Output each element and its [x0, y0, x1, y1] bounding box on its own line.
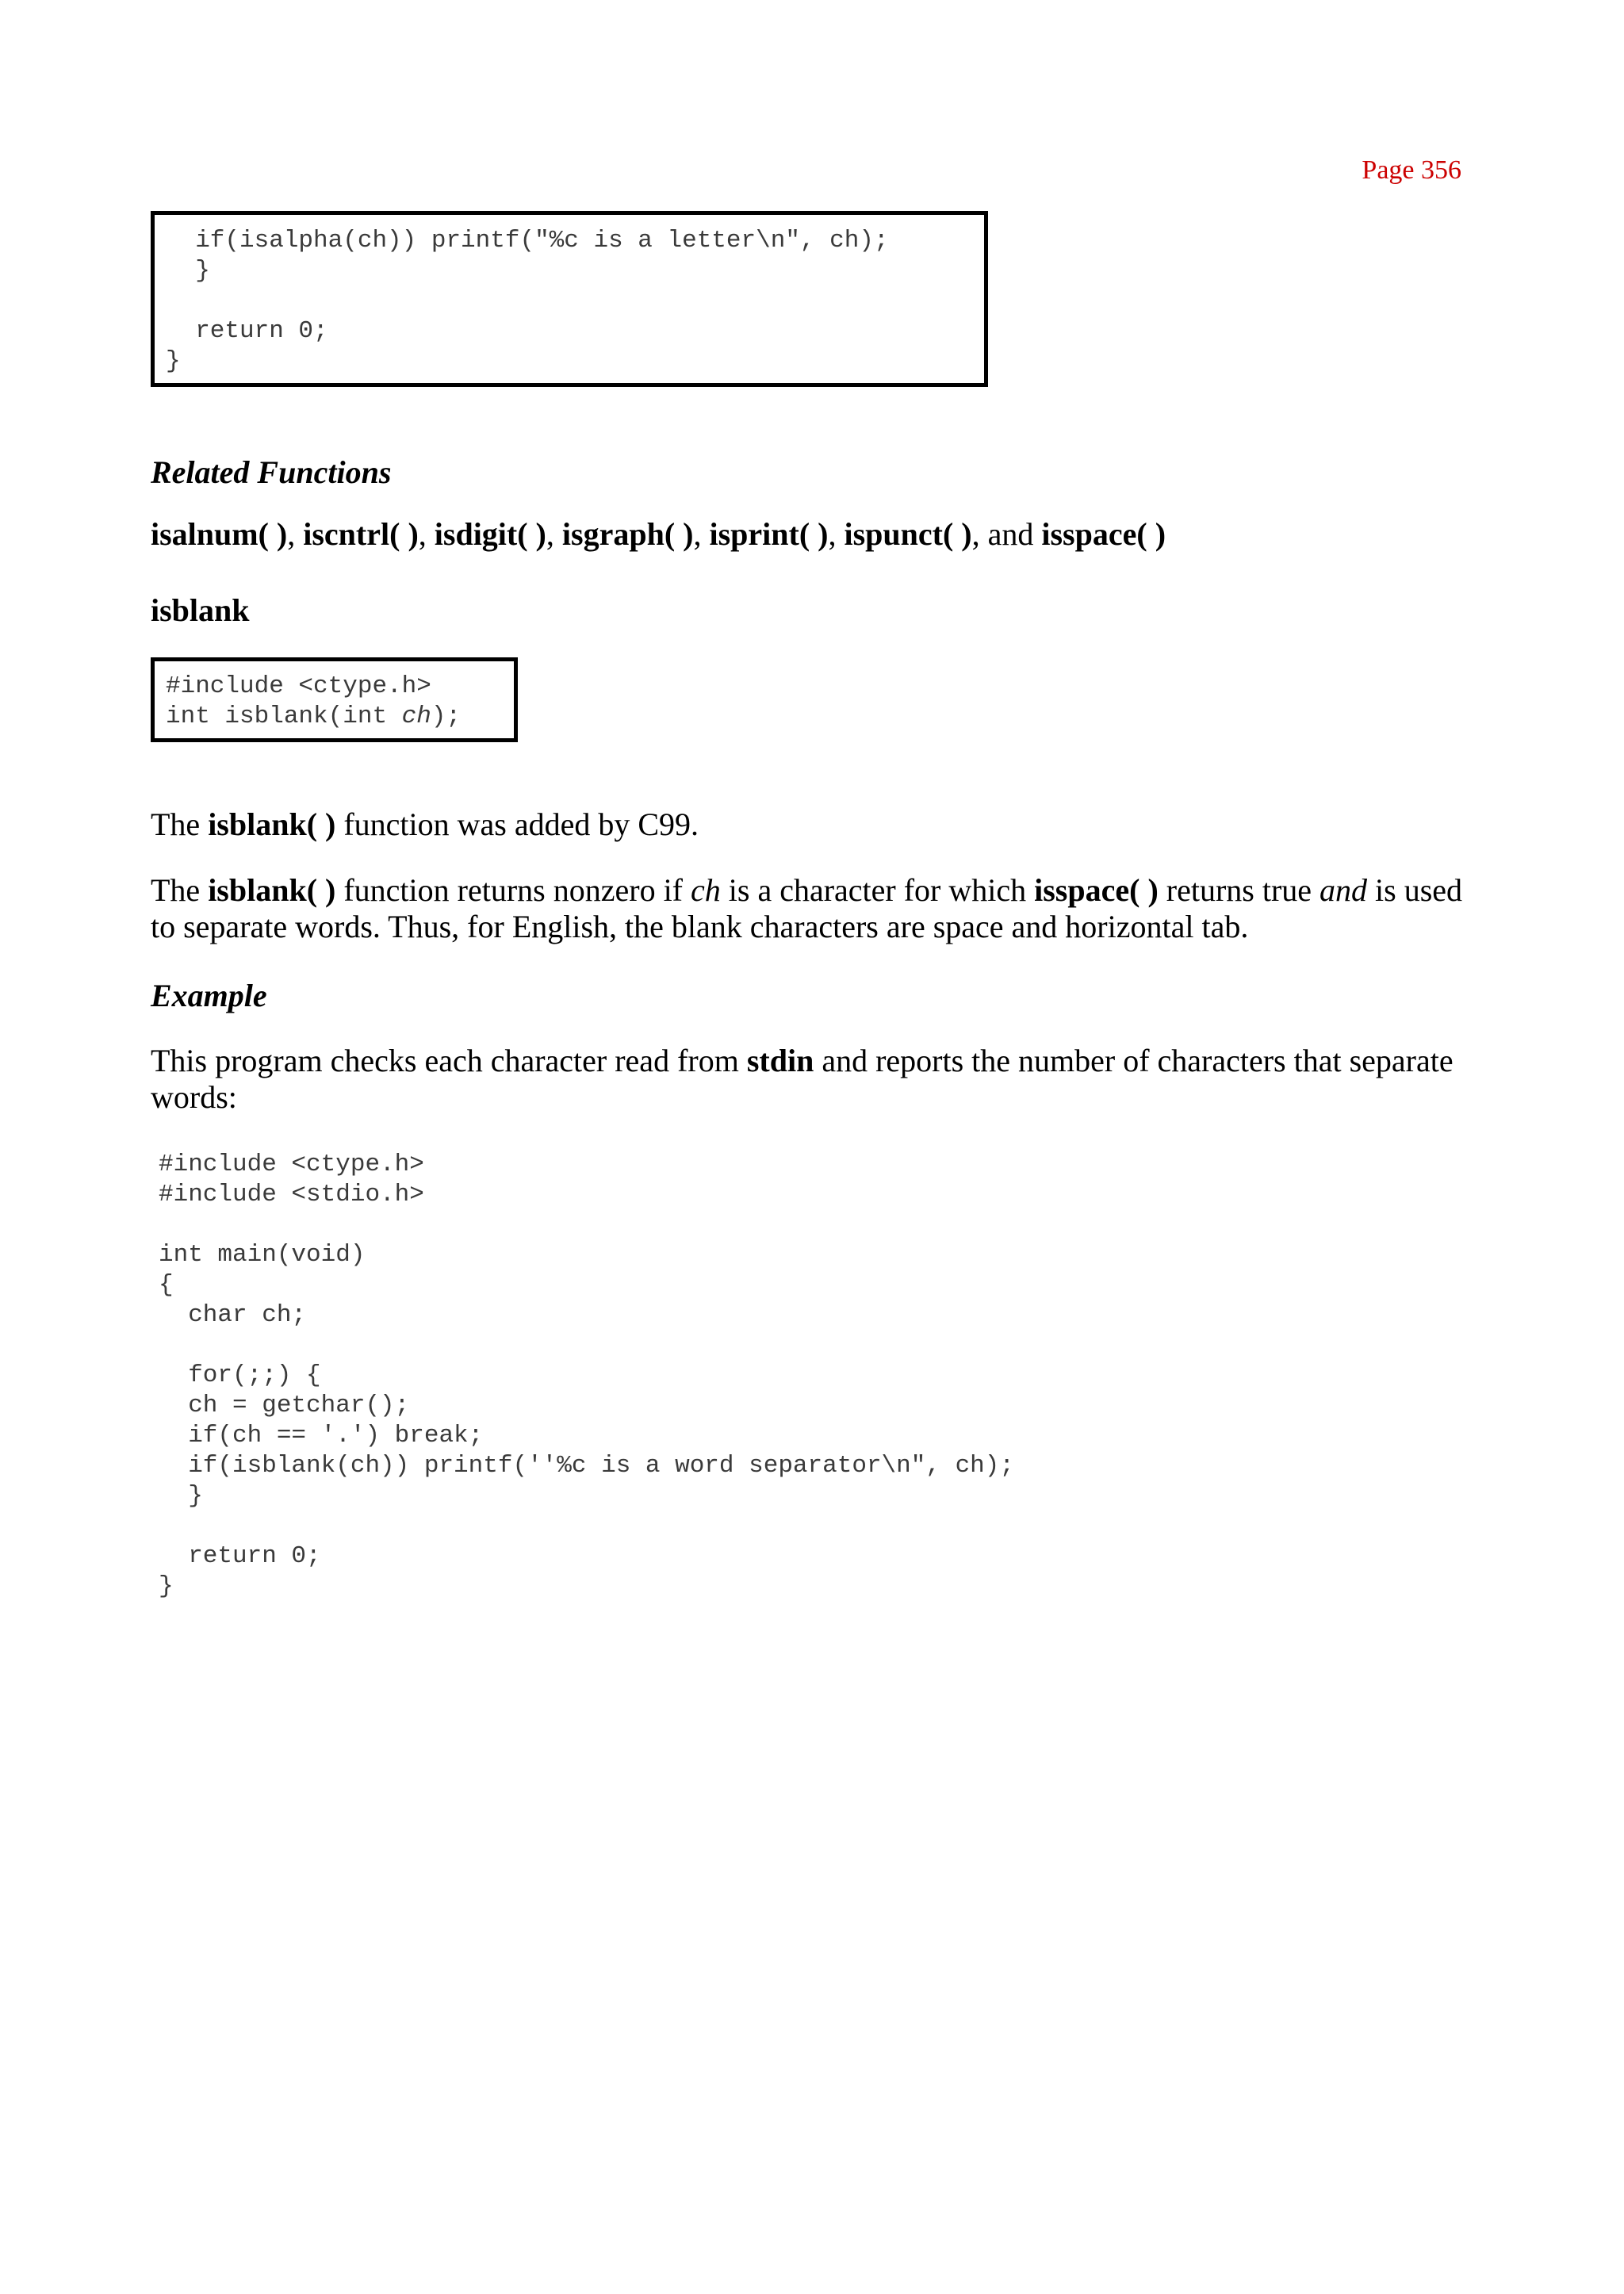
function-name: ispunct( ): [844, 516, 972, 552]
function-name: isspace( ): [1041, 516, 1166, 552]
function-name: isgraph( ): [561, 516, 694, 552]
function-name: iscntrl( ): [303, 516, 419, 552]
code-line: return 0;: [166, 317, 328, 345]
code-line: #include <ctype.h>: [159, 1151, 424, 1178]
code-line: }: [166, 257, 210, 285]
example-heading: Example: [151, 978, 267, 1013]
related-functions-heading: Related Functions: [151, 454, 392, 490]
code-line: #include <ctype.h>: [166, 672, 431, 700]
related-functions-list: isalnum( ), iscntrl( ), isdigit( ), isgraph( ), isprint( ), ispunct( ), and isspace( ): [151, 516, 1166, 552]
page-number: Page 356: [1362, 155, 1461, 185]
code-line: }: [166, 347, 181, 375]
code-box-continuation: [151, 211, 988, 387]
code-line: }: [159, 1482, 203, 1510]
code-line: if(isblank(ch)) printf(''%c is a word separator\n", ch);: [159, 1452, 1014, 1480]
code-block-continuation: [166, 226, 984, 377]
paragraph-description: The isblank( ) function returns nonzero if ch is a character for which isspace( ) returns true and is used to separate words. Thus, for English, the blank characters are space and horizontal tab.: [151, 872, 1463, 944]
code-line: char ch;: [159, 1301, 307, 1329]
code-line: ch = getchar();: [159, 1392, 410, 1419]
code-line: if(ch == '.') break;: [159, 1422, 484, 1450]
code-line: if(isalpha(ch)) printf("%c is a letter\n", ch);: [166, 227, 889, 255]
code-example: [159, 1150, 1014, 1602]
paragraph-example-intro: This program checks each character read from stdin and reports the number of characters that separate words:: [151, 1043, 1454, 1115]
code-line: {: [159, 1271, 174, 1299]
section-title: isblank: [151, 592, 250, 628]
function-name: isdigit( ): [434, 516, 546, 552]
function-name: isprint( ): [709, 516, 829, 552]
code-line: int isblank(int ch);: [166, 703, 462, 730]
paragraph-c99: The isblank( ) function was added by C99.: [151, 806, 699, 842]
code-box-prototype: [151, 657, 518, 742]
code-line: for(;;) {: [159, 1361, 321, 1389]
function-name: isalnum( ): [151, 516, 288, 552]
code-line: }: [159, 1572, 174, 1600]
code-line: return 0;: [159, 1542, 321, 1570]
code-line: int main(void): [159, 1241, 366, 1269]
code-line: #include <stdio.h>: [159, 1181, 424, 1208]
code-block-prototype: [166, 672, 514, 732]
